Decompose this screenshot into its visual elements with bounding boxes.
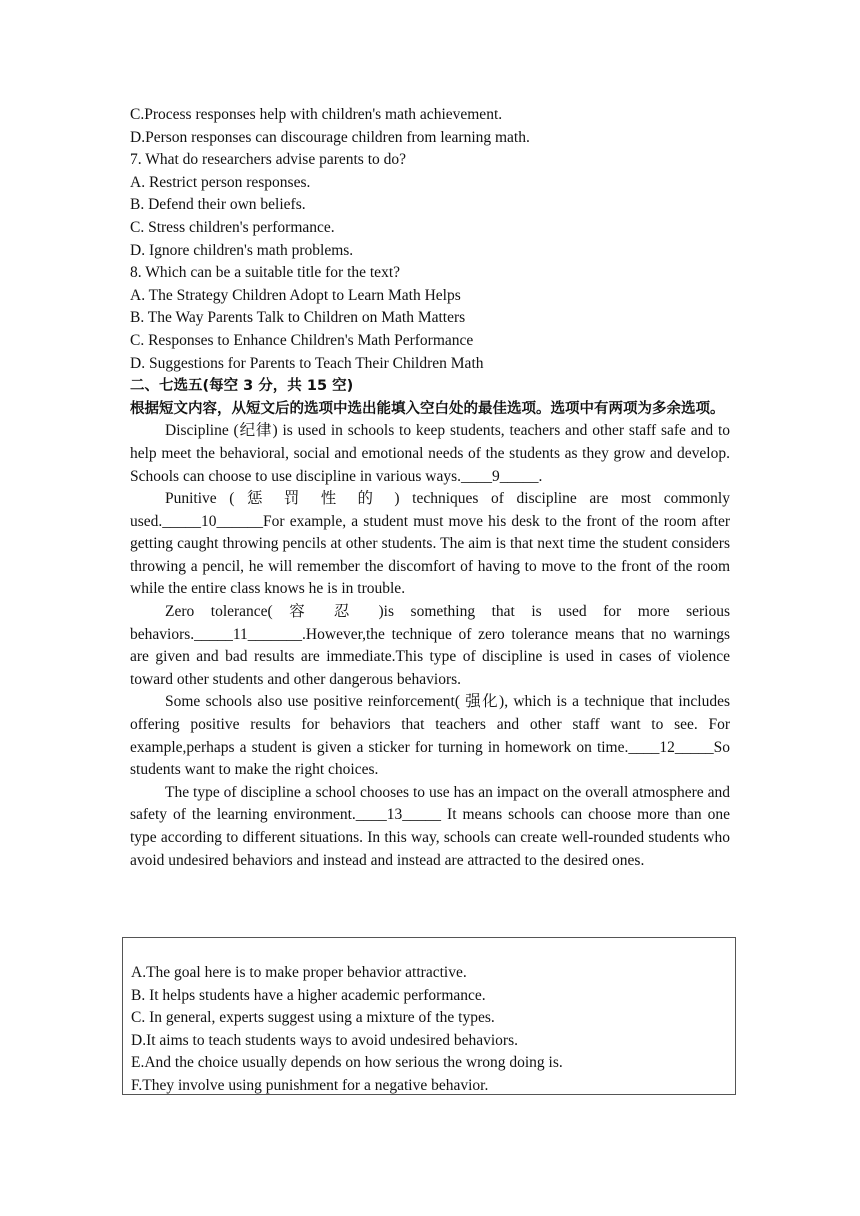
choice-e: E.And the choice usually depends on how serious the wrong doing is. xyxy=(131,1054,563,1072)
passage-paragraph-5: The type of discipline a school chooses to use has an impact on the overall atmosphere and safety of the learning environment.____13_____ It means schools can choose more than one type according to different situations. In this way, schools can create well-rounded students who avoid undesired behaviors and instead and instead are attracted to the desired ones. xyxy=(130,783,730,869)
q8-option-b: B. The Way Parents Talk to Children on Math Matters xyxy=(130,309,466,327)
passage-paragraph-2: Punitive ( 惩 罚 性 的 ) techniques of discipline are most commonly used._____10______For example, a student must move his desk to the front of the room after getting caught throwing pencils at other students. The aim is that next time the student considers throwing a pencil, he will remember the discomfort of having to move to the front of the room while the entire class knows he is in trouble. xyxy=(130,490,730,598)
q8-option-d: D. Suggestions for Parents to Teach Their Children Math xyxy=(130,354,484,372)
q7-option-c: C. Stress children's performance. xyxy=(130,218,335,236)
choice-c: C. In general, experts suggest using a mixture of the types. xyxy=(131,1009,495,1027)
choice-a: A.The goal here is to make proper behavior attractive. xyxy=(131,964,467,981)
q8-option-a: A. The Strategy Children Adopt to Learn Math Helps xyxy=(130,286,461,304)
q7-option-d: D. Ignore children's math problems. xyxy=(130,241,354,259)
q7-option-a: A. Restrict person responses. xyxy=(130,173,311,191)
document-body xyxy=(130,104,730,872)
choice-d: D.It aims to teach students ways to avoid undesired behaviors. xyxy=(131,1031,518,1049)
q6-option-c: C.Process responses help with children's math achievement. xyxy=(130,106,503,123)
q8-question: 8. Which can be a suitable title for the text? xyxy=(130,264,401,282)
q7-question: 7. What do researchers advise parents to do? xyxy=(130,151,407,169)
q8-option-c: C. Responses to Enhance Children's Math Performance xyxy=(130,331,474,349)
q7-option-b: B. Defend their own beliefs. xyxy=(130,196,306,214)
section-instruction: 根据短文内容，从短文后的选项中选出能填入空白处的最佳选项。选项中有两项为多余选项。 xyxy=(130,400,725,417)
choice-b: B. It helps students have a higher academic performance. xyxy=(131,986,486,1004)
q6-option-d: D.Person responses can discourage children from learning math. xyxy=(130,128,530,146)
passage-paragraph-1: Discipline (纪律) is used in schools to keep students, teachers and other staff safe and to help meet the behavioral, social and emotional needs of the students as they grow and develop. Schools can choose to use discipline in various ways.____9_____. xyxy=(130,422,730,485)
passage-paragraph-4: Some schools also use positive reinforcement( 强化), which is a technique that includes offering positive results for behaviors that teachers and other staff want to see. For example,perhaps a student is given a sticker for turning in homework on time.____12_____So students want to make the right choices. xyxy=(130,693,730,779)
choice-f: F.They involve using punishment for a negative behavior. xyxy=(131,1076,489,1094)
choices-box xyxy=(122,937,736,1095)
section-heading: 二、七选五(每空 3 分，共 15 空) xyxy=(130,378,354,395)
passage-paragraph-3: Zero tolerance( 容 忍 )is something that is used for more serious behaviors._____11_______.However,the technique of zero tolerance means that no warnings are given and bad results are immediate.This type of discipline is used in cases of violence toward other students and other dangerous behaviors. xyxy=(130,603,730,688)
